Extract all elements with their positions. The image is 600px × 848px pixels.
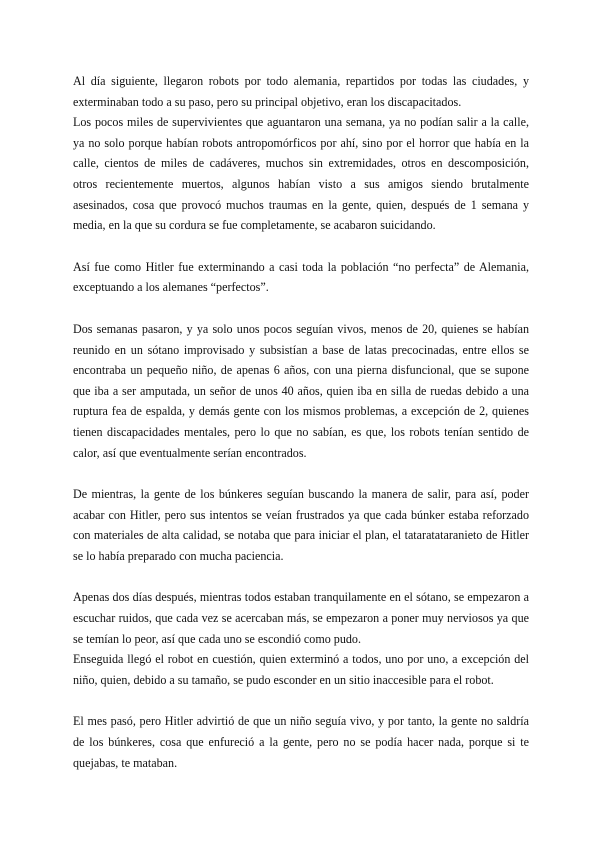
paragraph-robot-arrives: Enseguida llegó el robot en cuestión, quien exterminó a todos, uno por uno, a excepción del niño, quien, debido a su tamaño, se pudo esconder en un sitio inaccesible para el robot.: [73, 652, 529, 687]
paragraph-population: Así fue como Hitler fue exterminando a casi toda la población “no perfecta” de Alemania, exceptuando a los alemanes “perfectos”.: [73, 259, 529, 295]
paragraph-robots-arrive: Al día siguiente, llegaron robots por todo alemania, repartidos por todas las ciudades, y exterminaban todo a su paso, pero su principal objetivo, eran los discapacitados.: [73, 74, 529, 109]
paragraph-month-passes: El mes pasó, pero Hitler advirtió de que un niño seguía vivo, y por tanto, la gente no saldría de los búnkeres, cosa que enfureció a la gente, pero no se podía hacer nada, porque si te quejabas, te mataban.: [73, 714, 529, 770]
paragraph-gap: [73, 236, 529, 257]
paragraph-gap: [73, 463, 529, 484]
paragraph-gap: [73, 566, 529, 587]
paragraph-gap: [73, 690, 529, 711]
paragraph-basement: Dos semanas pasaron, y ya solo unos pocos seguían vivos, menos de 20, quienes se habían reunido en un sótano improvisado y subsistían a base de latas precocinadas, entre ellos se encontraba un pequeño niño, de apenas 6 años, con una pierna disfuncional, que se supone que iba a ser amputada, un señor de unos 40 años, quien iba en silla de ruedas debido a una ruptura fea de espalda, y demás gente con los mismos problemas, a excepción de 2, quienes tienen discapacidades mentales, pero lo que no sabían, es que, los robots tenían sentido de calor, así que eventualmente serían encontrados.: [73, 321, 529, 460]
paragraph-bunkers: De mientras, la gente de los búnkeres seguían buscando la manera de salir, para así, poder acabar con Hitler, pero sus intentos se veían frustrados ya que cada búnker estaba reforzado con materiales de alta calidad, se notaba que para iniciar el plan, el tataratataranieto de Hitler se lo había preparado con mucha paciencia.: [73, 487, 529, 563]
paragraph-survivors: Los pocos miles de supervivientes que aguantaron una semana, ya no podían salir a la calle, ya no solo porque habían robots antropomórficos por ahí, sino por el horror que había en la calle, cientos de miles de cadáveres, muchos sin extremidades, otros en descomposición, otros recientemente muertos, algunos habían visto a sus amigos siendo brutalmente asesinados, cosa que provocó muchos traumas en la gente, quien, después de 1 semana y media, en la que su cordura se fue completamente, se acabaron suicidando.: [73, 115, 529, 233]
paragraph-gap: [73, 298, 529, 319]
paragraph-noises: Apenas dos días después, mientras todos estaban tranquilamente en el sótano, se empezaron a escuchar ruidos, que cada vez se acercaban más, se empezaron a poner muy nerviosos ya que se temían lo peor, así que cada uno se escondió como pudo.: [73, 590, 529, 646]
